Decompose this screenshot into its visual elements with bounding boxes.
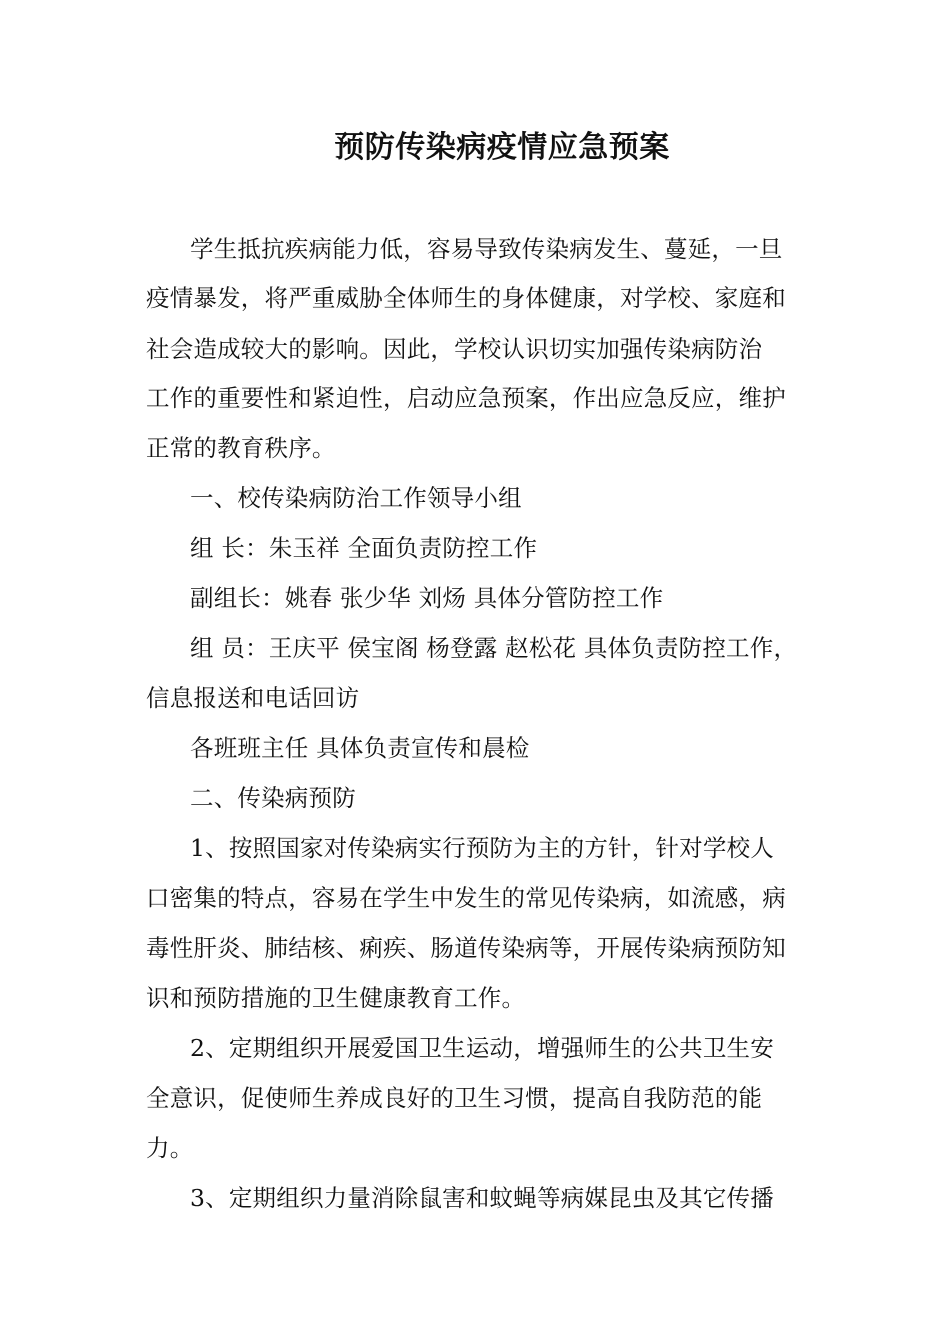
paragraph-line: 1、按照国家对传染病实行预防为主的方针，针对学校人 — [190, 834, 774, 862]
paragraph-line: 全意识，促使师生养成良好的卫生习惯，提高自我防范的能 — [146, 1084, 763, 1112]
group-members-line: 信息报送和电话回访 — [146, 684, 360, 712]
paragraph-line: 3、定期组织力量消除鼠害和蚊蝇等病媒昆虫及其它传播 — [190, 1184, 774, 1212]
document-title: 预防传染病疫情应急预案 — [334, 130, 670, 165]
paragraph-line: 识和预防措施的卫生健康教育工作。 — [146, 984, 526, 1012]
paragraph-line: 工作的重要性和紧迫性，启动应急预案，作出应急反应，维护 — [146, 384, 786, 412]
paragraph-line: 社会造成较大的影响。因此，学校认识切实加强传染病防治 — [146, 335, 763, 363]
paragraph-line: 正常的教育秩序。 — [146, 434, 336, 462]
paragraph-line: 口密集的特点，容易在学生中发生的常见传染病，如流感，病 — [146, 884, 786, 912]
paragraph-line: 2、定期组织开展爱国卫生运动，增强师生的公共卫生安 — [190, 1034, 774, 1062]
group-leader-line: 组 长：朱玉祥 全面负责防控工作 — [190, 534, 538, 562]
paragraph-line: 学生抵抗疾病能力低，容易导致传染病发生、蔓延，一旦 — [190, 235, 783, 263]
deputy-leader-line: 副组长：姚春 张少华 刘炀 具体分管防控工作 — [190, 584, 664, 612]
group-members-line: 组 员：王庆平 侯宝阁 杨登露 赵松花 具体负责防控工作， — [190, 634, 798, 662]
section-heading: 一、校传染病防治工作领导小组 — [190, 484, 522, 512]
section-heading: 二、传染病预防 — [190, 784, 356, 812]
head-teachers-line: 各班班主任 具体负责宣传和晨检 — [190, 734, 530, 762]
paragraph-line: 疫情暴发，将严重威胁全体师生的身体健康，对学校、家庭和 — [146, 284, 786, 312]
paragraph-line: 毒性肝炎、肺结核、痢疾、肠道传染病等，开展传染病预防知 — [146, 934, 786, 962]
paragraph-line: 力。 — [146, 1134, 194, 1162]
